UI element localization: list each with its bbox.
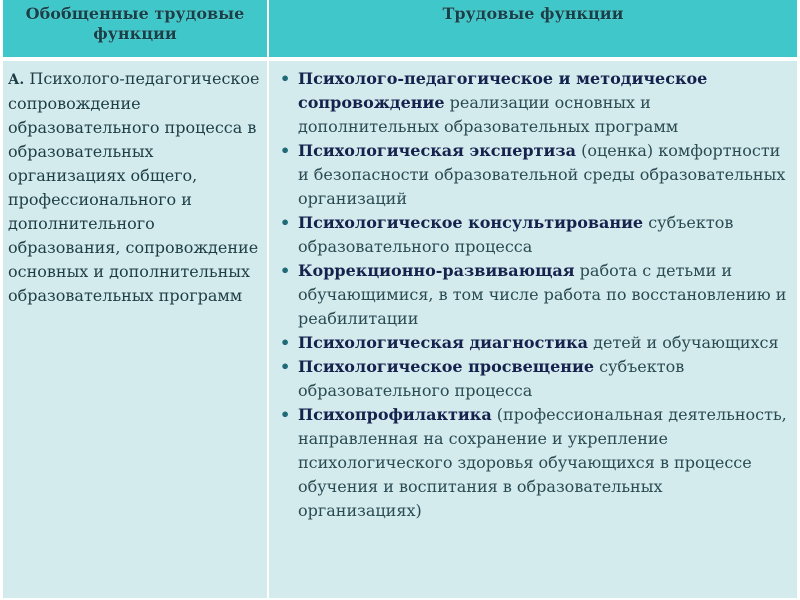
list-item [274,139,791,211]
function-description: (оценка) комфортности и безопасности образовательной среды образовательных организаций [298,141,786,208]
bullet-icon: • [280,357,291,376]
labor-functions-list [274,67,791,523]
function-title: Психолого-педагогическое и методическое сопровождение [298,69,708,112]
list-item [274,211,791,259]
function-description: субъектов образовательного процесса [298,213,734,256]
function-description: (профессиональная деятельность, направленная на сохранение и укрепление психологического здоровья обучающихся в процессе обучения и воспитания в образовательных организациях) [298,405,787,520]
function-title: Психологическая диагностика [298,333,589,352]
generalized-function-cell [3,59,268,598]
function-title: Психологическая экспертиза [298,141,576,160]
labor-functions-cell [268,59,797,598]
function-title: Коррекционно-развивающая [298,261,575,280]
generalized-function-text: Психолого-педагогическое сопровождение образовательного процесса в образовательных организациях общего, профессионального и дополнительного образования, сопровождение основных и дополнительных образовательных программ [8,69,260,305]
list-item [274,259,791,331]
list-item [274,355,791,403]
list-item [274,331,791,355]
labor-functions-table [3,0,797,598]
bullet-icon: • [280,261,291,280]
function-description: работа с детьми и обучающимися, в том числе работа по восстановлению и реабилитации [298,261,787,328]
header-row [3,0,797,59]
bullet-icon: • [280,141,291,160]
header-labor-functions: Трудовые функции [268,0,797,59]
bullet-icon: • [280,69,291,88]
function-code: А. [8,72,25,88]
list-item [274,67,791,139]
bullet-icon: • [280,333,291,352]
table-row [3,59,797,598]
function-title: Психопрофилактика [298,405,492,424]
function-description: детей и обучающихся [588,333,779,352]
function-description: субъектов образовательного процесса [298,357,685,400]
header-generalized-functions: Обобщенные трудовые функции [3,0,268,59]
bullet-icon: • [280,213,291,232]
list-item [274,403,791,523]
function-title: Психологическое консультирование [298,213,644,232]
bullet-icon: • [280,405,291,424]
function-title: Психологическое просвещение [298,357,595,376]
function-description: реализации основных и дополнительных образовательных программ [298,93,679,136]
